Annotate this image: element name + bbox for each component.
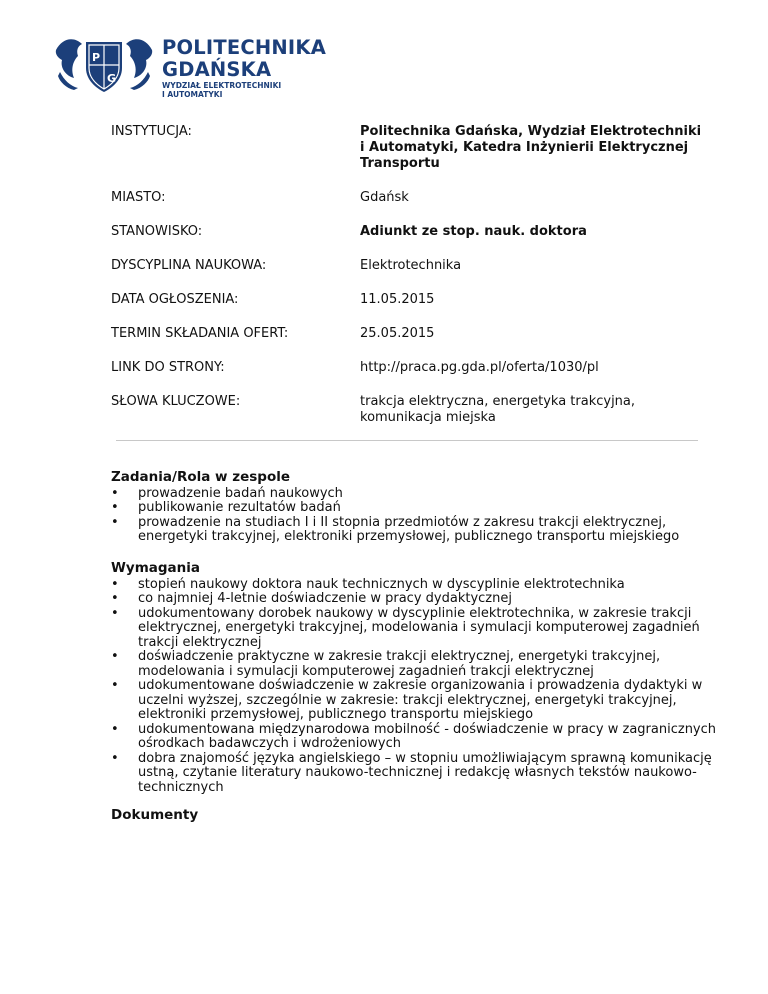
bullet-icon: • — [111, 605, 119, 621]
bullet-icon: • — [111, 750, 119, 766]
job-info-table — [111, 124, 711, 444]
list-item: • udokumentowane doświadczenie w zakresie organizowania i prowadzenia dydaktyki w uczelni wyższej, szczególnie w zakresie: trakcji elektrycznej, energetyki trakcyjnej, elektroniki przemysłowej, publicznego transportu miejskiego — [111, 678, 703, 722]
list-item: • prowadzenie na studiach I i II stopnia przedmiotów z zakresu trakcji elektrycznej, energetyki trakcyjnej, elektroniki przemysłowej, publicznego transportu miejskiego — [111, 514, 680, 544]
info-value: Gdańsk — [360, 190, 409, 205]
info-row-city — [111, 190, 711, 206]
list-item: • co najmniej 4-letnie doświadczenie w pracy dydaktycznej — [111, 591, 512, 606]
list-item: • dobra znajomość języka angielskiego – w stopniu umożliwiającym sprawną komunikację ustną, czytanie literatury naukowo-technicznej i redakcję własnych tekstów naukowo-technicznych — [111, 750, 712, 795]
info-row-discipline — [111, 258, 711, 274]
section-divider — [116, 440, 698, 441]
bullet-icon: • — [111, 485, 119, 501]
list-item: • udokumentowany dorobek naukowy w dyscyplinie elektrotechnika, w zakresie trakcji elektrycznej, energetyki trakcyjnej, modelowania i symulacji komputerowej zagadnień trakcji elektrycznej — [111, 605, 700, 650]
info-row-keywords — [111, 394, 711, 426]
info-label: MIASTO: — [111, 190, 166, 205]
bullet-icon: • — [111, 500, 119, 515]
bullet-icon: • — [111, 721, 119, 737]
info-label: SŁOWA KLUCZOWE: — [111, 394, 241, 409]
info-row-position — [111, 224, 711, 240]
info-value: 25.05.2015 — [360, 326, 435, 341]
info-label: TERMIN SKŁADANIA OFERT: — [111, 326, 289, 341]
logo-name-line1: POLITECHNIKA — [162, 36, 326, 59]
svg-text:G: G — [107, 72, 117, 85]
info-label: DATA OGŁOSZENIA: — [111, 292, 239, 307]
requirements-section — [111, 561, 731, 795]
tasks-list — [111, 487, 731, 545]
bullet-icon: • — [111, 514, 119, 530]
logo-dept-line2: I AUTOMATYKI — [162, 90, 223, 99]
info-label: LINK DO STRONY: — [111, 360, 225, 375]
info-row-link — [111, 360, 711, 376]
info-value: Elektrotechnika — [360, 258, 462, 273]
info-row-announcement-date — [111, 292, 711, 308]
logo-dept-line1: WYDZIAŁ ELEKTROTECHNIKI — [162, 81, 282, 90]
bullet-icon: • — [111, 649, 119, 664]
list-item: • doświadczenie praktyczne w zakresie trakcji elektrycznej, energetyki trakcyjnej, modelowania i symulacji komputerowej zagadnień trakcji elektrycznej — [111, 649, 661, 679]
list-item: • publikowanie rezultatów badań — [111, 500, 341, 515]
list-item: • stopień naukowy doktora nauk technicznych w dyscyplinie elektrotechnika — [111, 576, 625, 592]
documents-section — [111, 808, 731, 825]
info-value-link[interactable]: http://praca.pg.gda.pl/oferta/1030/pl — [360, 360, 599, 375]
info-label: STANOWISKO: — [111, 224, 203, 239]
info-value: Adiunkt ze stop. nauk. doktora — [360, 224, 587, 239]
info-row-institution — [111, 124, 711, 172]
bullet-icon: • — [111, 591, 119, 606]
info-label: INSTYTUCJA: — [111, 124, 192, 139]
requirements-heading: Wymagania — [111, 560, 200, 576]
info-value: 11.05.2015 — [360, 292, 435, 307]
svg-text:P: P — [92, 51, 101, 64]
documents-heading: Dokumenty — [111, 807, 199, 823]
list-item: • udokumentowana międzynarodowa mobilność - doświadczenie w pracy w zagranicznych ośrodkach badawczych i wdrożeniowych — [111, 721, 717, 751]
bullet-icon: • — [111, 576, 119, 592]
info-value: trakcja elektryczna, energetyka trakcyjna, komunikacja miejska — [360, 394, 636, 425]
university-logo — [52, 30, 326, 100]
tasks-section — [111, 470, 731, 545]
info-label: DYSCYPLINA NAUKOWA: — [111, 258, 267, 273]
requirements-list — [111, 578, 731, 796]
info-value: Politechnika Gdańska, Wydział Elektrotechniki i Automatyki, Katedra Inżynierii Elektrycznej Transportu — [360, 124, 702, 171]
info-row-deadline — [111, 326, 711, 342]
logo-name-line2: GDAŃSKA — [162, 58, 272, 81]
list-item: • prowadzenie badań naukowych — [111, 485, 343, 501]
tasks-heading: Zadania/Rola w zespole — [111, 469, 291, 485]
griffin-emblem-icon — [52, 32, 156, 94]
bullet-icon: • — [111, 678, 119, 693]
